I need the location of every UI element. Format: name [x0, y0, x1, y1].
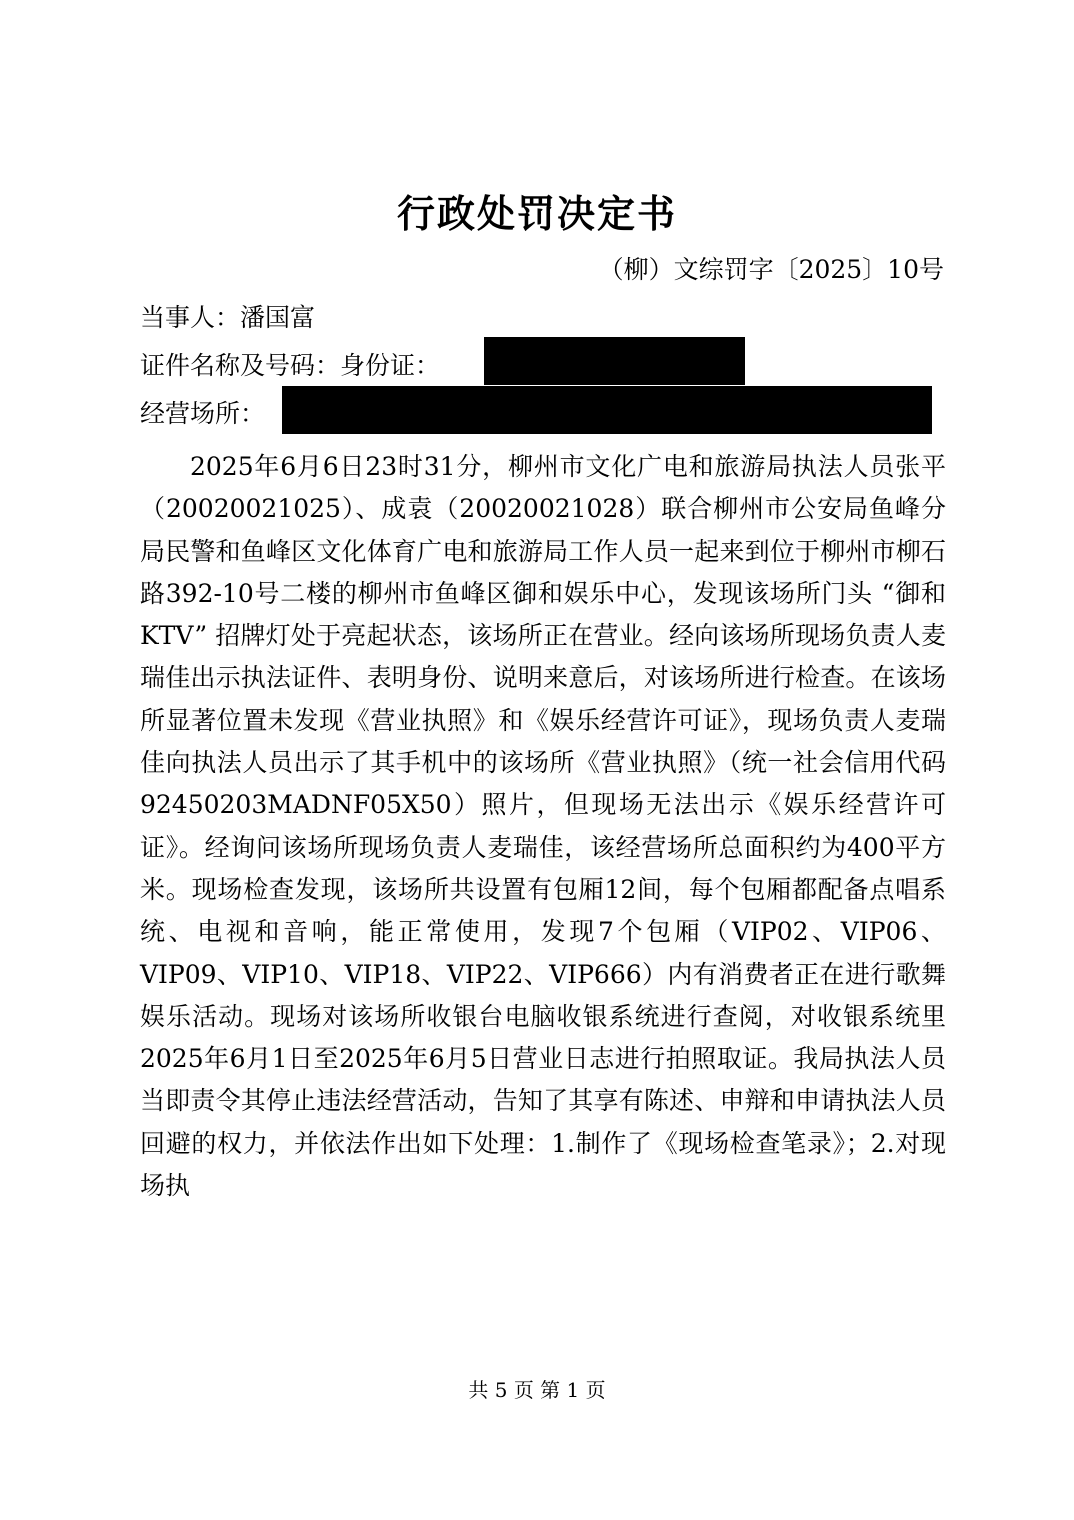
document-title: 行政处罚决定书 — [396, 191, 677, 236]
party-line — [140, 300, 315, 336]
page-footer: 共 5 页 第 1 页 — [468, 1378, 606, 1402]
document-number: （柳）文综罚字〔2025〕10号 — [598, 255, 944, 284]
party-label: 当事人： — [140, 303, 241, 332]
venue-line — [140, 396, 265, 432]
id-number-redaction — [484, 337, 745, 385]
id-line — [140, 348, 440, 384]
body-paragraph: 2025年6月6日23时31分，柳州市文化广电和旅游局执法人员张平（20020021025）、成袁（20020021028）联合柳州市公安局鱼峰分局民警和鱼峰区文化体育广电和旅游局工作人员一起来到位于柳州市柳石路392-10号二楼的柳州市鱼峰区御和娱乐中心，发现该场所门头 “御和KTV” 招牌灯处于亮起状态，该场所正在营业。经向该场所现场负责人麦瑞佳出示执法证件、表明身份、说明来意后，对该场所进行检查。在该场所显著位置未发现《营业执照》和《娱乐经营许可证》，现场负责人麦瑞佳向执法人员出示了其手机中的该场所《营业执照》（统一社会信用代码92450203MADNF05X50）照片，但现场无法出示《娱乐经营许可证》。经询问该场所现场负责人麦瑞佳，该经营场所总面积约为400平方米。现场检查发现，该场所共设置有包厢12间，每个包厢都配备点唱系统、电视和音响，能正常使用，发现7个包厢（VIP02、VIP06、VIP09、VIP10、VIP18、VIP22、VIP666）内有消费者正在进行歌舞娱乐活动。现场对该场所收银台电脑收银系统进行查阅，对收银系统里2025年6月1日至2025年6月5日营业日志进行拍照取证。我局执法人员当即责令其停止违法经营活动，告知了其享有陈述、申辩和申请执法人员回避的权力，并依法作出如下处理：1.制作了《现场检查笔录》；2.对现场执 — [140, 452, 946, 1201]
venue-label: 经营场所： — [140, 399, 266, 428]
party-value: 潘国富 — [240, 303, 316, 332]
venue-redaction — [282, 386, 932, 434]
id-label: 证件名称及号码：身份证： — [140, 351, 441, 380]
